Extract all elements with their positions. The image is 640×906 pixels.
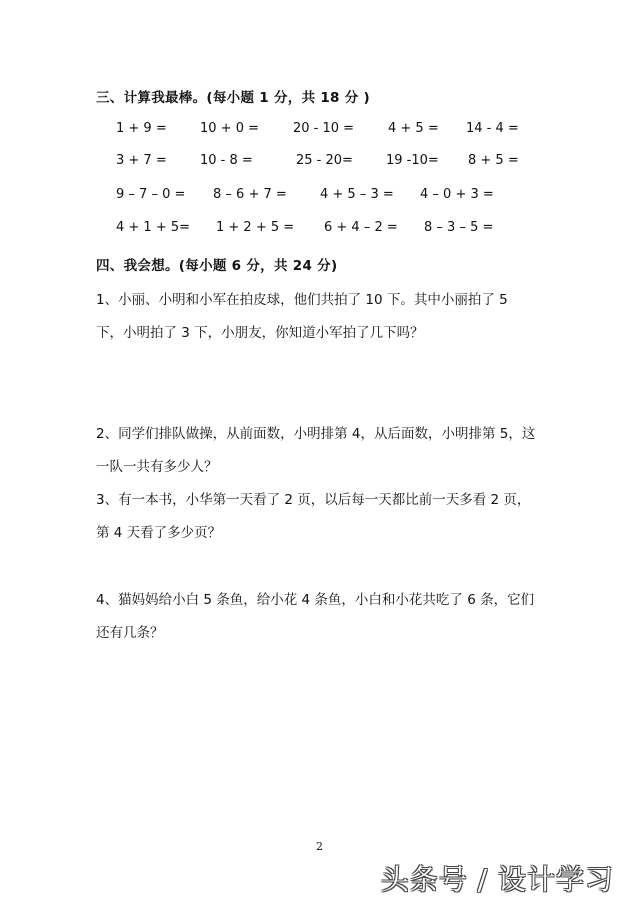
word-problem-3: 3、有一本书，小华第一天看了 2 页，以后每一天都比前一天多看 2 页，第 4 天看了多少页？ (96, 492, 531, 541)
expression: 10 + 0 = (200, 121, 259, 136)
watermark: 头条号 / 设计学习 (380, 863, 614, 896)
expression: 8 + 5 = (468, 153, 519, 168)
expression: 14 - 4 = (466, 121, 519, 136)
expression: 4 + 1 + 5= (116, 220, 191, 235)
expression: 1 + 2 + 5 = (216, 220, 295, 235)
word-problem-4: 4、猫妈妈给小白 5 条鱼，给小花 4 条鱼，小白和小花共吃了 6 条，它们还有几条？ (96, 592, 535, 641)
expression: 25 - 20= (296, 153, 353, 168)
word-problem-1: 1、小丽、小明和小军在拍皮球，他们共拍了 10 下。其中小丽拍了 5 下，小明拍了 3 下，小朋友，你知道小军拍了几下吗？ (96, 292, 508, 341)
page-number: 2 (316, 840, 323, 853)
word-problem-2: 2、同学们排队做操，从前面数，小明排第 4，从后面数，小明排第 5，这一队一共有多少人？ (96, 426, 536, 475)
section-4-heading: 四、我会想。(每小题 6 分，共 24 分) (96, 258, 338, 274)
expression: 9 – 7 – 0 = (116, 187, 186, 202)
expression: 20 - 10 = (293, 121, 355, 136)
expression: 4 – 0 + 3 = (420, 187, 494, 202)
section-3-heading: 三、计算我最棒。(每小题 1 分，共 18 分 ) (96, 90, 371, 106)
expression: 19 -10= (386, 153, 439, 168)
expression: 6 + 4 – 2 = (324, 220, 398, 235)
expression: 1 + 9 = (116, 121, 167, 136)
expression: 3 + 7 = (116, 153, 167, 168)
expression: 4 + 5 – 3 = (320, 187, 394, 202)
expression: 4 + 5 = (388, 121, 439, 136)
expression: 8 – 6 + 7 = (213, 187, 287, 202)
expression: 10 - 8 = (200, 153, 253, 168)
expression: 8 – 3 – 5 = (424, 220, 494, 235)
